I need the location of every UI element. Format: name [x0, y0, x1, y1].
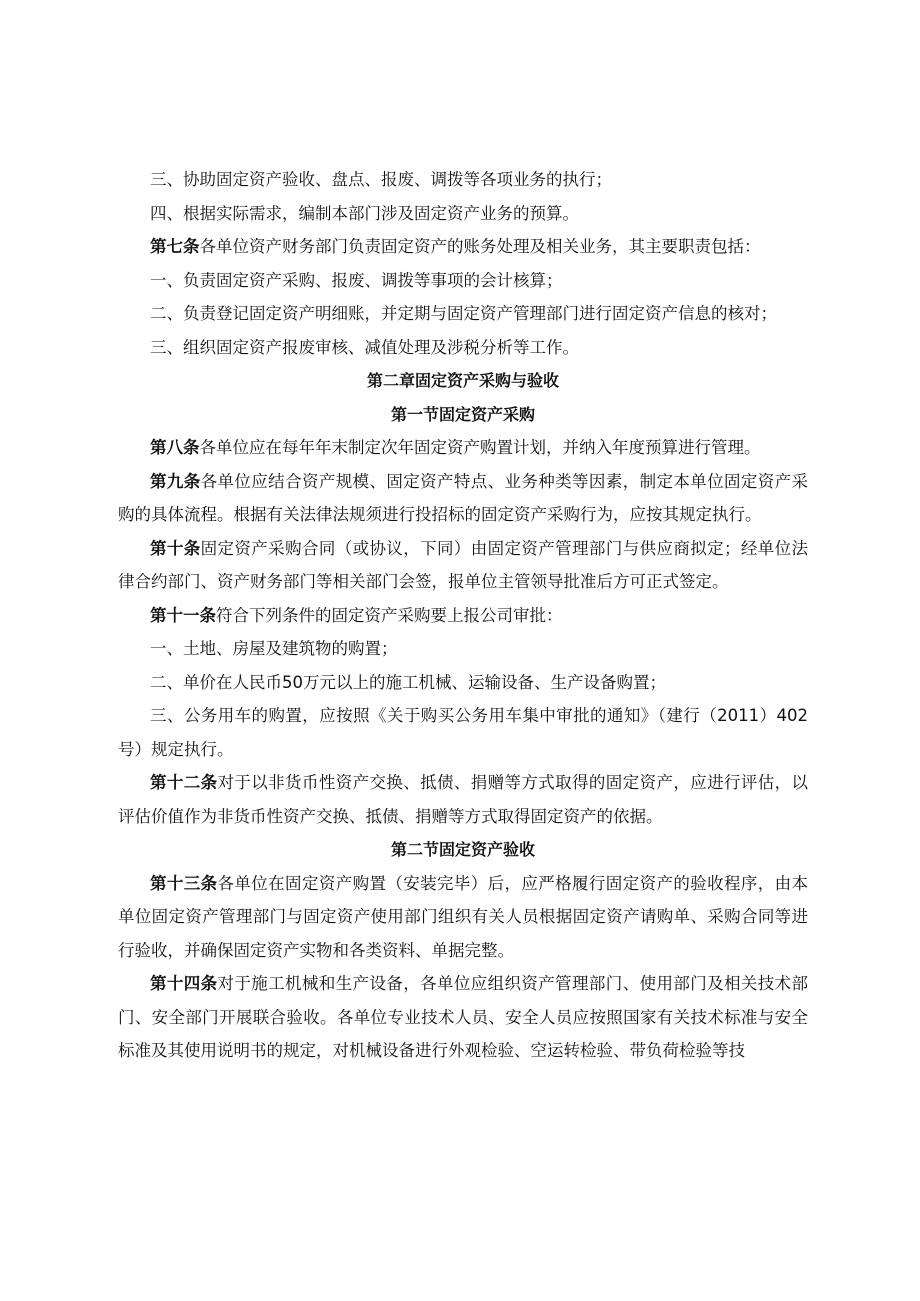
paragraph [118, 699, 808, 766]
amount-number: 50 [282, 672, 303, 692]
article-label: 第十三条 [150, 873, 218, 893]
text-run: ） [759, 706, 777, 725]
article-label: 第八条 [150, 438, 200, 457]
article-9 [118, 465, 808, 532]
article-text: 各单位应结合资产规模、固定资产特点、业务种类等因素，制定本单位固定资产采购的具体流程。根据有关法律法规须进行投招标的固定资产采购行为，应按其规定执行。 [118, 471, 809, 524]
article-label: 第十四条 [150, 974, 218, 993]
document-body [118, 163, 808, 1068]
paragraph: 一、土地、房屋及建筑物的购置； [150, 639, 398, 658]
paragraph: 二、负责登记固定资产明细账，并定期与固定资产管理部门进行固定资产信息的核对； [150, 304, 777, 323]
chapter-heading: 第二章固定资产采购与验收 [366, 371, 559, 390]
section-heading: 第一节固定资产采购 [390, 404, 535, 424]
document-number: 402 [776, 706, 809, 725]
article-text: 对于以非货币性资产交换、抵债、捐赠等方式取得的固定资产，应进行评估，以评估价值作为非货币性资产交换、抵债、捐赠等方式取得固定资产的依据。 [118, 773, 809, 826]
article-label: 第七条 [150, 237, 200, 256]
article-12 [118, 766, 808, 833]
article-11 [118, 599, 808, 633]
article-8 [118, 431, 808, 465]
paragraph: 四、根据实际需求，编制本部门涉及固定资产业务的预算。 [150, 203, 579, 223]
article-10 [118, 532, 808, 599]
paragraph: 三、协助固定资产验收、盘点、报废、调拨等各项业务的执行； [150, 170, 612, 189]
article-label: 第九条 [150, 471, 201, 491]
paragraph [118, 666, 808, 700]
article-text: 对于施工机械和生产设备，各单位应组织资产管理部门、使用部门及相关技术部门、安全部门开展联合验收。各单位专业技术人员、安全人员应按照国家有关技术标准与安全标准及其使用说明书的规定，对机械设备进行外观检验、空运转检验、带负荷检验等技 [118, 974, 809, 1060]
section-heading: 第二节固定资产验收 [390, 840, 535, 859]
article-13 [118, 867, 808, 968]
paragraph: 三、组织固定资产报废审核、减值处理及涉税分析等工作。 [150, 337, 579, 357]
article-text: 各单位在固定资产购置（安装完毕）后，应严格履行固定资产的验收程序，由本单位固定资产管理部门与固定资产使用部门组织有关人员根据固定资产请购单、采购合同等进行验收，并确保固定资产实物和各类资料、单据完整。 [118, 873, 809, 960]
year-number: 2011 [717, 706, 760, 725]
text-run: 号）规定执行。 [118, 739, 234, 759]
article-label: 第十二条 [150, 773, 218, 792]
article-7 [118, 230, 808, 264]
paragraph: 一、负责固定资产采购、报废、调拨等事项的会计核算； [150, 270, 563, 290]
text-run: 三、公务用车的购置，应按照《关于购买公务用车集中审批的通知》（建行（ [150, 706, 718, 725]
article-text: 符合下列条件的固定资产采购要上报公司审批： [216, 605, 563, 625]
article-14 [118, 967, 808, 1068]
article-text: 固定资产采购合同（或协议，下同）由固定资产管理部门与供应商拟定；经单位法律合约部门、资产财务部门等相关部门会签，报单位主管领导批准后方可正式签定。 [118, 538, 809, 591]
article-label: 第十一条 [150, 605, 216, 625]
article-label: 第十条 [150, 538, 201, 558]
article-text: 各单位应在每年年末制定次年固定资产购置计划，并纳入年度预算进行管理。 [199, 438, 761, 457]
text-run: 二、单价在人民币 [150, 672, 282, 692]
article-text: 各单位资产财务部门负责固定资产的账务处理及相关业务，其主要职责包括： [199, 237, 761, 256]
text-run: 万元以上的施工机械、运输设备、生产设备购置； [303, 672, 666, 692]
